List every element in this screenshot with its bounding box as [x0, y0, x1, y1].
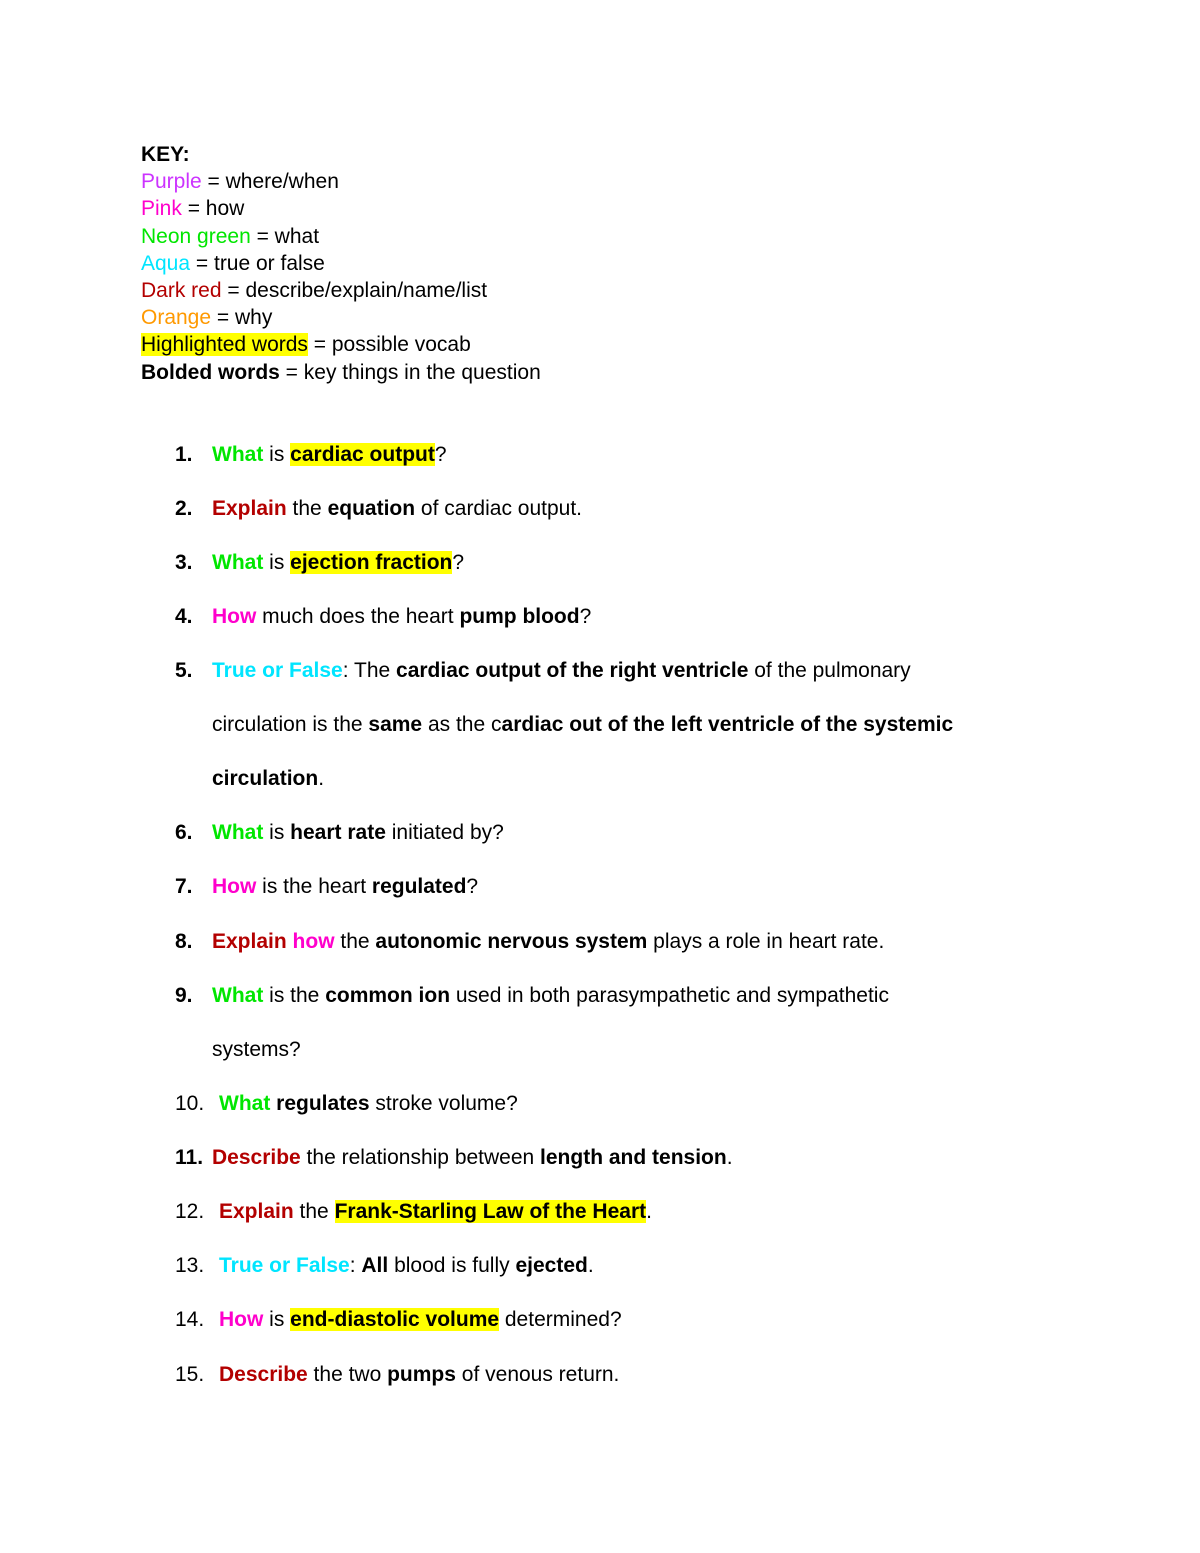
question-text: True or False: The cardiac output of the right ventricle of the pulmonary — [212, 659, 911, 682]
question-text: True or False: All blood is fully ejected. — [219, 1254, 594, 1277]
key-def: = how — [181, 197, 245, 221]
question-text: What is ejection fraction? — [212, 551, 465, 574]
key-title: KEY: — [141, 143, 190, 166]
key-term: Neon green — [141, 224, 251, 248]
question-text: Explain how the autonomic nervous system plays a role in heart rate. — [212, 930, 885, 953]
key-item-highlighted — [141, 331, 541, 358]
key-def: = describe/explain/name/list — [221, 278, 488, 302]
key-item-bolded — [141, 359, 541, 386]
question-text: Explain the equation of cardiac output. — [212, 497, 583, 520]
question-number: 7. — [175, 875, 193, 898]
question-number: 5. — [175, 659, 193, 682]
key-item-pink — [141, 195, 541, 222]
question-text: How much does the heart pump blood? — [212, 605, 592, 628]
key-item-neon-green — [141, 223, 541, 250]
key-def: = key things in the question — [279, 360, 541, 384]
key-def: = true or false — [190, 251, 325, 275]
question-number: 13. — [175, 1254, 205, 1277]
question-number: 15. — [175, 1363, 205, 1386]
question-number: 14. — [175, 1308, 205, 1331]
key-term: Bolded words — [141, 360, 280, 384]
key-term: Dark red — [141, 278, 222, 302]
question-5-continuation-1: circulation is the same as the cardiac out of the left ventricle of the systemic — [212, 713, 954, 736]
key-term: Highlighted words — [141, 333, 308, 357]
question-number: 1. — [175, 443, 193, 466]
question-text: What is the common ion used in both parasympathetic and sympathetic — [212, 984, 889, 1007]
question-text: What is cardiac output? — [212, 443, 447, 466]
question-text: Describe the two pumps of venous return. — [219, 1363, 620, 1386]
key-term: Aqua — [141, 251, 191, 275]
question-number: 2. — [175, 497, 193, 520]
key-legend — [141, 141, 541, 386]
key-item-aqua — [141, 250, 541, 277]
question-text: Describe the relationship between length and tension. — [212, 1146, 733, 1169]
question-text: What is heart rate initiated by? — [212, 821, 504, 844]
key-item-orange — [141, 304, 541, 331]
key-def: = where/when — [201, 170, 339, 194]
question-number: 11. — [175, 1146, 204, 1169]
key-item-dark-red — [141, 277, 541, 304]
question-text: Explain the Frank-Starling Law of the Heart. — [219, 1200, 652, 1223]
key-term: Purple — [141, 170, 202, 194]
key-term: Orange — [141, 306, 212, 330]
key-def: = what — [250, 224, 320, 248]
question-number: 10. — [175, 1092, 205, 1115]
question-text: How is the heart regulated? — [212, 875, 479, 898]
question-number: 3. — [175, 551, 193, 574]
key-def: = why — [211, 306, 273, 330]
key-item-purple — [141, 168, 541, 195]
question-text: What regulates stroke volume? — [219, 1092, 518, 1115]
question-text: How is end-diastolic volume determined? — [219, 1308, 622, 1331]
question-9-continuation: systems? — [212, 1038, 301, 1061]
question-number: 6. — [175, 821, 193, 844]
question-number: 8. — [175, 930, 193, 953]
question-number: 4. — [175, 605, 193, 628]
key-def: = possible vocab — [307, 333, 471, 357]
question-number: 12. — [175, 1200, 205, 1223]
question-number: 9. — [175, 984, 193, 1007]
question-5-continuation-2: circulation. — [212, 767, 325, 790]
key-term: Pink — [141, 197, 182, 221]
